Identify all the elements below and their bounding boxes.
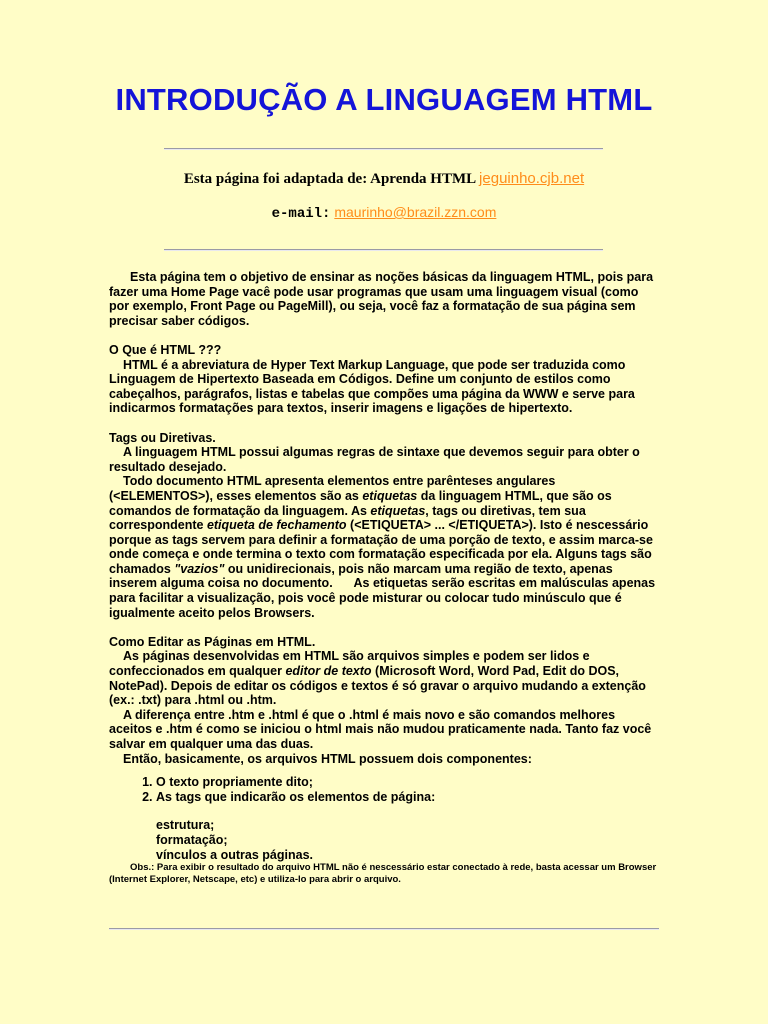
page-title: INTRODUÇÃO A LINGUAGEM HTML xyxy=(115,82,653,117)
section-heading-tags: Tags ou Diretivas. xyxy=(109,430,216,445)
section-editing-paragraph-3: Então, basicamente, os arquivos HTML possuem dois componentes: xyxy=(123,751,532,766)
section-heading-what-is-html: O Que é HTML ??? xyxy=(109,342,222,357)
bottom-divider xyxy=(109,928,659,930)
obs-note: Obs.: Para exibir o resultado do arquivo HTML não é nescessário estar conectado à rede, basta acessar um Browser (Internet Explorer, Netscape, etc) e utiliza-lo para abrir o arquivo. xyxy=(109,862,657,886)
list-item: 1. O texto propriamente dito; xyxy=(156,775,657,790)
intro-paragraph: Esta página tem o objetivo de ensinar as noções básicas da linguagem HTML, pois para fazer uma Home Page vacê pode usar programas que usam uma linguagem visual (como por exemplo, Front Page ou PageMill), ou seja, você faz a formatação de sua página sem precisar saber códigos. xyxy=(109,270,654,328)
sublist-item: estrutura; xyxy=(156,818,215,833)
email-link[interactable]: maurinho@brazil.zzn.com xyxy=(334,204,497,220)
email-label: e-mail: xyxy=(271,206,331,222)
section-tags-paragraph-1: A linguagem HTML possui algumas regras de sintaxe que devemos seguir para obter o resultado desejado. xyxy=(109,445,640,474)
section-tags-paragraph-2: Todo documento HTML apresenta elementos entre parênteses angulares (<ELEMENTOS>), esses elementos são as etiquetas da linguagem HTML, que são os comandos de formatação da linguagem. As etiquetas, tags ou diretivas, tem sua correspondente etiqueta de fechamento (<ETIQUETA> ... </ETIQUETA>). Isto é nescessário porque as tags servem para definir a formatação de uma porção de texto, e assim marca-se onde começa e onde termina o texto com formatação especificada por ela. Alguns tags são chamados "vazios" ou unidirecionais, pois não marcam uma região de texto, apenas inserem alguma coisa no documento. As etiquetas serão escritas em malúsculas apenas para facilitar a visualização, pois você pode misturar ou colocar tudo minúsculo que é igualmente aceito pelos Browsers. xyxy=(109,474,656,620)
tags-sublist xyxy=(156,818,657,862)
sublist-item: formatação; xyxy=(156,832,228,847)
section-editing-paragraph-1: As páginas desenvolvidas em HTML são arquivos simples e podem ser lidos e confeccionados em qualquer editor de texto (Microsoft Word, Word Pad, Edit do DOS, NotePad). Depois de editar os códigos e textos é só gravar o arquivo mudando a extenção (ex.: .txt) para .html ou .htm. xyxy=(109,649,646,708)
section-what-is-html-body: HTML é a abreviatura de Hyper Text Markup Language, que pode ser traduzida como Linguagem de Hipertexto Baseada em Códigos. Define um conjunto de estilos como cabeçalhos, parágrafos, listas e tabelas que compões uma página da WWW e serve para indicarmos formatações para textos, inserir imagens e ligações de hipertexto. xyxy=(109,357,635,416)
list-item: 2. As tags que indicarão os elementos de página: xyxy=(156,790,657,805)
top-divider xyxy=(164,148,603,150)
source-text: Esta página foi adaptada de: Aprenda HTML xyxy=(183,171,476,187)
components-list xyxy=(109,775,657,804)
section-heading-editing: Como Editar as Páginas em HTML. xyxy=(109,634,316,649)
source-line xyxy=(0,170,768,188)
section-editing-paragraph-2: A diferença entre .htm e .html é que o .html é mais novo e são comandos melhores aceitos e .htm é como se iniciou o html mais não mudou praticamente nada. Tanto faz você salvar em qualquer uma das duas. xyxy=(109,707,652,751)
email-line xyxy=(0,204,768,222)
sublist-item: vínculos a outras páginas. xyxy=(156,847,313,862)
source-link[interactable]: jeguinho.cjb.net xyxy=(479,170,585,187)
middle-divider xyxy=(164,249,603,251)
article-body xyxy=(109,270,657,886)
